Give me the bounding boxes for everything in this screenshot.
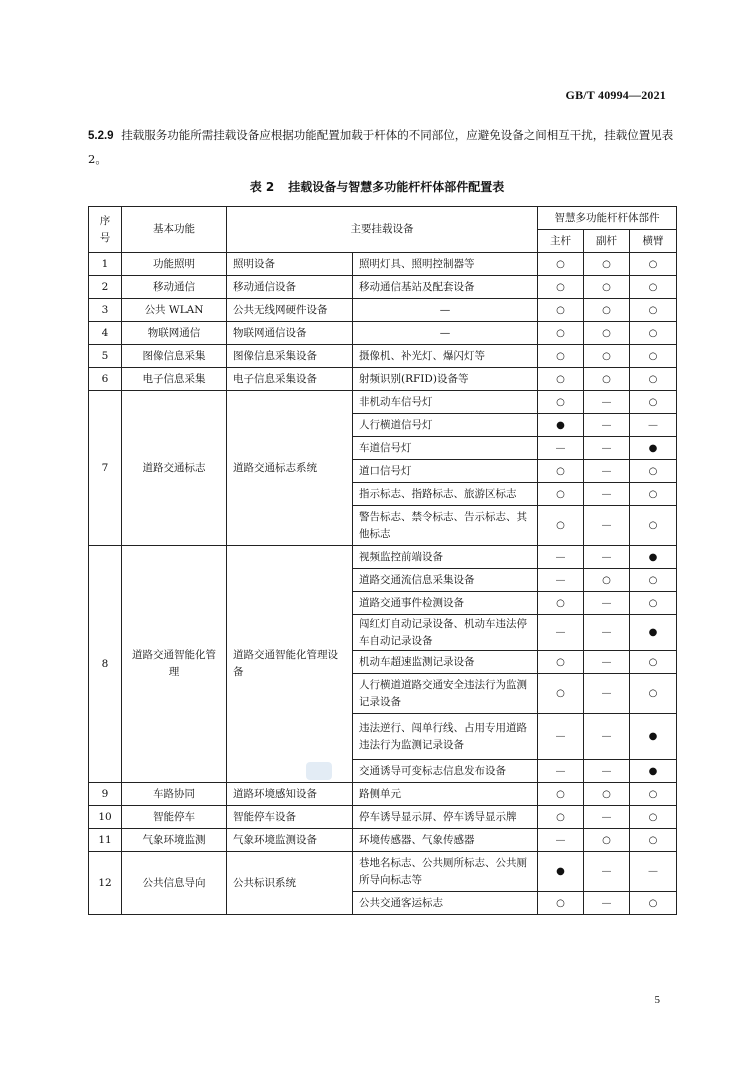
mark-sub-pole: — — [584, 546, 630, 569]
table-title — [0, 178, 754, 195]
cell-equipment-item: 违法逆行、闯单行线、占用专用道路违法行为监测记录设备 — [353, 714, 538, 760]
cell-equipment-item: 道路交通流信息采集设备 — [353, 569, 538, 592]
table-row — [89, 368, 677, 391]
mark-cross-arm: ○ — [630, 483, 677, 506]
mark-cross-arm: ○ — [630, 651, 677, 674]
table-row — [89, 276, 677, 299]
cell-equipment-item: — — [353, 322, 538, 345]
cell-equipment-item: 道口信号灯 — [353, 460, 538, 483]
mark-cross-arm: ○ — [630, 892, 677, 915]
table-row — [89, 546, 677, 569]
cell-function: 电子信息采集 — [122, 368, 227, 391]
mark-sub-pole: ○ — [584, 783, 630, 806]
cell-equipment-item: 人行横道道路交通安全违法行为监测记录设备 — [353, 674, 538, 714]
mark-sub-pole: ○ — [584, 253, 630, 276]
mark-main-pole: — — [538, 569, 584, 592]
mark-main-pole: — — [538, 829, 584, 852]
mark-main-pole: — — [538, 760, 584, 783]
mark-sub-pole: ○ — [584, 276, 630, 299]
mark-sub-pole: ○ — [584, 299, 630, 322]
cell-equipment-item: 射频识别(RFID)设备等 — [353, 368, 538, 391]
header-sub-pole: 副杆 — [584, 230, 630, 253]
mark-cross-arm: ○ — [630, 368, 677, 391]
header-seq: 序号 — [89, 207, 122, 253]
table-row — [89, 783, 677, 806]
clause-5-2-9 — [88, 124, 688, 171]
cell-seq: 10 — [89, 806, 122, 829]
cell-equipment-type: 图像信息采集设备 — [227, 345, 353, 368]
mark-cross-arm: ○ — [630, 322, 677, 345]
cell-equipment-item: 公共交通客运标志 — [353, 892, 538, 915]
mark-main-pole: ○ — [538, 674, 584, 714]
cell-equipment-item: 警告标志、禁令标志、告示标志、其他标志 — [353, 506, 538, 546]
cell-seq: 9 — [89, 783, 122, 806]
table-row — [89, 345, 677, 368]
clause-text: 挂载服务功能所需挂载设备应根据功能配置加载于杆体的不同部位，应避免设备之间相互干扰，挂载位置见表 2。 — [88, 128, 674, 166]
configuration-table — [88, 206, 677, 915]
mark-sub-pole: — — [584, 806, 630, 829]
mark-cross-arm: ● — [630, 546, 677, 569]
mark-sub-pole: — — [584, 674, 630, 714]
mark-sub-pole: — — [584, 414, 630, 437]
cell-equipment-item: 道路交通事件检测设备 — [353, 592, 538, 615]
cell-equipment-type: 气象环境监测设备 — [227, 829, 353, 852]
mark-main-pole: ○ — [538, 276, 584, 299]
mark-cross-arm: ● — [630, 615, 677, 651]
table-row — [89, 299, 677, 322]
mark-main-pole: ○ — [538, 651, 584, 674]
cell-equipment-item: 视频监控前端设备 — [353, 546, 538, 569]
cell-equipment-item: 交通诱导可变标志信息发布设备 — [353, 760, 538, 783]
mark-cross-arm: ○ — [630, 806, 677, 829]
table-row — [89, 852, 677, 892]
mark-main-pole: ○ — [538, 592, 584, 615]
cell-function: 智能停车 — [122, 806, 227, 829]
mark-sub-pole: ○ — [584, 569, 630, 592]
mark-cross-arm: ● — [630, 437, 677, 460]
cell-seq: 11 — [89, 829, 122, 852]
header-cross-arm: 横臂 — [630, 230, 677, 253]
cell-equipment-type: 道路交通标志系统 — [227, 391, 353, 546]
table-row — [89, 391, 677, 414]
mark-main-pole: — — [538, 437, 584, 460]
mark-cross-arm: ○ — [630, 253, 677, 276]
cell-function: 公共信息导向 — [122, 852, 227, 915]
mark-main-pole: ○ — [538, 892, 584, 915]
table-row — [89, 322, 677, 345]
cell-function: 功能照明 — [122, 253, 227, 276]
cell-equipment-item: 车道信号灯 — [353, 437, 538, 460]
mark-main-pole: — — [538, 546, 584, 569]
table-caption: 挂载设备与智慧多功能杆杆体部件配置表 — [288, 180, 505, 194]
page-number: 5 — [654, 994, 660, 1006]
mark-sub-pole: — — [584, 592, 630, 615]
mark-cross-arm: ○ — [630, 345, 677, 368]
mark-main-pole: ○ — [538, 391, 584, 414]
mark-main-pole: ○ — [538, 368, 584, 391]
watermark-logo — [306, 762, 332, 780]
cell-equipment-item: 人行横道信号灯 — [353, 414, 538, 437]
mark-sub-pole: — — [584, 615, 630, 651]
cell-seq: 1 — [89, 253, 122, 276]
mark-main-pole: ○ — [538, 460, 584, 483]
mark-cross-arm: ○ — [630, 391, 677, 414]
cell-function: 车路协同 — [122, 783, 227, 806]
mark-cross-arm: ○ — [630, 783, 677, 806]
cell-equipment-item: 移动通信基站及配套设备 — [353, 276, 538, 299]
mark-sub-pole: — — [584, 437, 630, 460]
mark-sub-pole: — — [584, 852, 630, 892]
table-body — [89, 253, 677, 915]
header-equipment: 主要挂载设备 — [227, 207, 538, 253]
header-parts-group: 智慧多功能杆杆体部件 — [538, 207, 677, 230]
mark-main-pole: ○ — [538, 299, 584, 322]
mark-sub-pole: — — [584, 506, 630, 546]
mark-cross-arm: ○ — [630, 506, 677, 546]
cell-seq: 5 — [89, 345, 122, 368]
mark-sub-pole: ○ — [584, 368, 630, 391]
cell-function: 物联网通信 — [122, 322, 227, 345]
cell-equipment-type: 物联网通信设备 — [227, 322, 353, 345]
mark-sub-pole: — — [584, 651, 630, 674]
mark-main-pole: ● — [538, 414, 584, 437]
mark-cross-arm: — — [630, 414, 677, 437]
cell-seq: 2 — [89, 276, 122, 299]
mark-cross-arm: ○ — [630, 674, 677, 714]
cell-equipment-item: 非机动车信号灯 — [353, 391, 538, 414]
cell-equipment-item: — — [353, 299, 538, 322]
cell-equipment-type: 电子信息采集设备 — [227, 368, 353, 391]
cell-equipment-type: 智能停车设备 — [227, 806, 353, 829]
cell-function: 移动通信 — [122, 276, 227, 299]
mark-main-pole: ○ — [538, 483, 584, 506]
mark-cross-arm: ○ — [630, 829, 677, 852]
cell-function: 气象环境监测 — [122, 829, 227, 852]
standard-code: GB/T 40994—2021 — [565, 88, 666, 102]
mark-main-pole: — — [538, 714, 584, 760]
mark-sub-pole: — — [584, 391, 630, 414]
mark-cross-arm: ○ — [630, 299, 677, 322]
cell-function: 道路交通标志 — [122, 391, 227, 546]
mark-cross-arm: ○ — [630, 569, 677, 592]
cell-equipment-item: 环境传感器、气象传感器 — [353, 829, 538, 852]
cell-equipment-type: 移动通信设备 — [227, 276, 353, 299]
cell-function: 图像信息采集 — [122, 345, 227, 368]
mark-sub-pole: ○ — [584, 829, 630, 852]
mark-cross-arm: ○ — [630, 460, 677, 483]
mark-cross-arm: ○ — [630, 276, 677, 299]
cell-seq: 8 — [89, 546, 122, 783]
mark-sub-pole: — — [584, 760, 630, 783]
cell-equipment-type: 公共无线网硬件设备 — [227, 299, 353, 322]
mark-main-pole: ○ — [538, 322, 584, 345]
cell-equipment-item: 停车诱导显示屏、停车诱导显示牌 — [353, 806, 538, 829]
clause-number: 5.2.9 — [88, 130, 114, 142]
cell-equipment-item: 摄像机、补光灯、爆闪灯等 — [353, 345, 538, 368]
cell-seq: 3 — [89, 299, 122, 322]
cell-equipment-type: 公共标识系统 — [227, 852, 353, 915]
cell-equipment-type: 道路环境感知设备 — [227, 783, 353, 806]
cell-equipment-item: 巷地名标志、公共厕所标志、公共厕所导向标志等 — [353, 852, 538, 892]
cell-equipment-item: 照明灯具、照明控制器等 — [353, 253, 538, 276]
cell-seq: 4 — [89, 322, 122, 345]
cell-equipment-item: 路侧单元 — [353, 783, 538, 806]
mark-main-pole: ○ — [538, 253, 584, 276]
mark-sub-pole: — — [584, 460, 630, 483]
mark-sub-pole: ○ — [584, 345, 630, 368]
table-row — [89, 253, 677, 276]
cell-equipment-type: 照明设备 — [227, 253, 353, 276]
mark-sub-pole: — — [584, 483, 630, 506]
cell-function: 道路交通智能化管理 — [122, 546, 227, 783]
header-function: 基本功能 — [122, 207, 227, 253]
mark-main-pole: ○ — [538, 783, 584, 806]
mark-main-pole: ○ — [538, 506, 584, 546]
mark-cross-arm: ○ — [630, 592, 677, 615]
cell-seq: 7 — [89, 391, 122, 546]
cell-seq: 6 — [89, 368, 122, 391]
mark-main-pole: ○ — [538, 806, 584, 829]
mark-sub-pole: ○ — [584, 322, 630, 345]
table-row — [89, 829, 677, 852]
mark-sub-pole: — — [584, 714, 630, 760]
cell-equipment-type: 道路交通智能化管理设备 — [227, 546, 353, 783]
mark-main-pole: — — [538, 615, 584, 651]
mark-cross-arm: ● — [630, 714, 677, 760]
header-main-pole: 主杆 — [538, 230, 584, 253]
mark-sub-pole: — — [584, 892, 630, 915]
mark-main-pole: ○ — [538, 345, 584, 368]
cell-function: 公共 WLAN — [122, 299, 227, 322]
mark-cross-arm: ● — [630, 760, 677, 783]
cell-equipment-item: 闯红灯自动记录设备、机动车违法停车自动记录设备 — [353, 615, 538, 651]
cell-equipment-item: 指示标志、指路标志、旅游区标志 — [353, 483, 538, 506]
table-row — [89, 806, 677, 829]
table-label: 表 2 — [249, 180, 275, 194]
mark-cross-arm: — — [630, 852, 677, 892]
cell-seq: 12 — [89, 852, 122, 915]
cell-equipment-item: 机动车超速监测记录设备 — [353, 651, 538, 674]
mark-main-pole: ● — [538, 852, 584, 892]
